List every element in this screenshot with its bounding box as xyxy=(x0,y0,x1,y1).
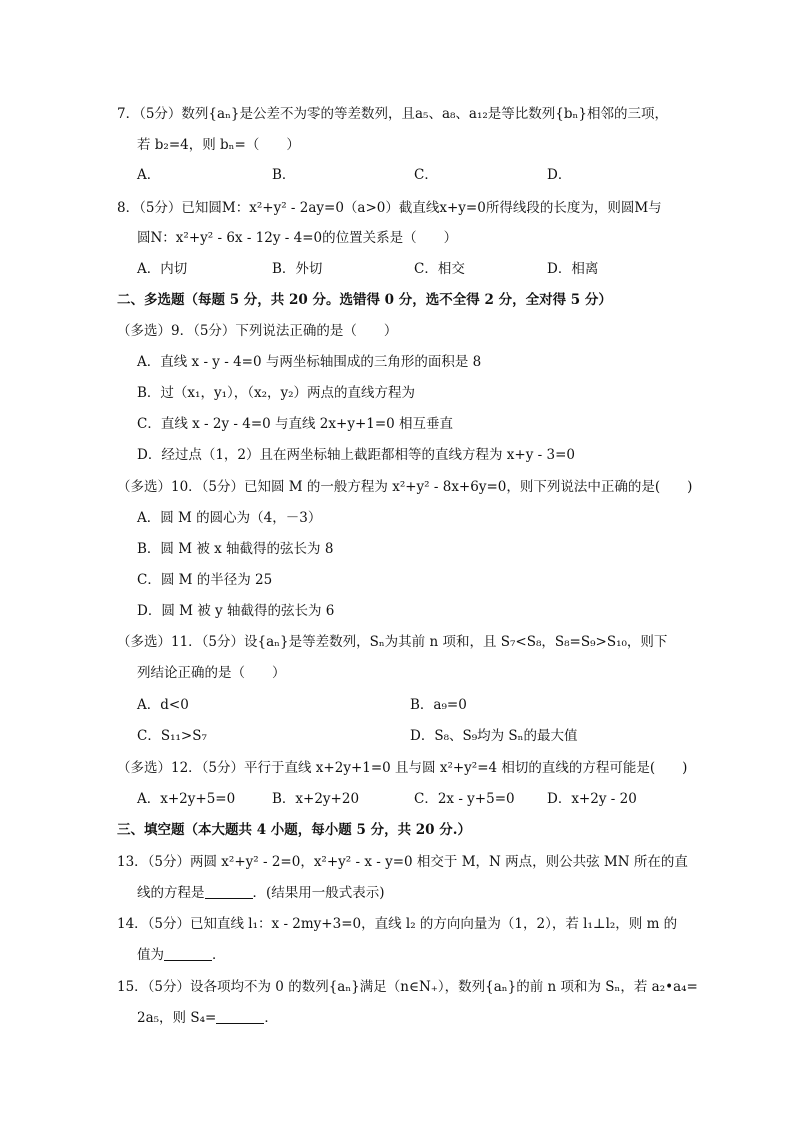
q15-answer-blank xyxy=(216,1009,264,1024)
q13-line2-before: 线的方程是 xyxy=(137,885,205,901)
q9-option-c: C．直线 x - 2y - 4=0 与直线 2x+y+1=0 相互垂直 xyxy=(137,416,454,432)
q8-line2: 圆N：x²+y² - 6x - 12y - 4=0的位置关系是（ ） xyxy=(137,230,458,246)
q9-option-a: A．直线 x - y - 4=0 与两坐标轴围成的三角形的面积是 8 xyxy=(137,354,482,370)
q8-option-c: C．相交 xyxy=(414,261,465,277)
q9-option-d: D．经过点（1，2）且在两坐标轴上截距都相等的直线方程为 x+y - 3=0 xyxy=(137,447,575,463)
q11-line2: 列结论正确的是（ ） xyxy=(137,665,286,681)
q12-option-d: D．x+2y - 20 xyxy=(547,791,637,807)
q7-option-a: A． xyxy=(137,167,161,183)
q11-option-d: D．S₈、S₉均为 Sₙ的最大值 xyxy=(410,728,578,744)
q8-option-b: B．外切 xyxy=(272,261,323,277)
q8-option-a: A．内切 xyxy=(137,261,188,277)
q12-option-c: C．2x - y+5=0 xyxy=(414,791,515,807)
q14-line2-before: 值为 xyxy=(137,947,164,963)
q11-option-b: B．a₉=0 xyxy=(410,697,467,713)
q7-line1: 7．（5分）数列{aₙ}是公差不为零的等差数列，且a₅、a₈、a₁₂是等比数列{bₙ}相邻的三项， xyxy=(117,106,668,122)
q7-line2: 若 b₂=4，则 bₙ=（ ） xyxy=(137,137,300,153)
section-2-heading: 二、多选题（每题 5 分，共 20 分。选错得 0 分，选不全得 2 分，全对得 5 分） xyxy=(117,292,612,308)
q15-line2-after: ． xyxy=(264,1010,278,1026)
q10-option-c: C．圆 M 的半径为 25 xyxy=(137,572,273,588)
q13-line2 xyxy=(137,883,385,903)
q7-option-d: D． xyxy=(547,167,572,183)
q12-option-a: A．x+2y+5=0 xyxy=(137,791,236,807)
q11-line1: （多选）11．（5分）设{aₙ}是等差数列，Sₙ为其前 n 项和，且 S₇<S₈，S₈=S₉>S₁₀，则下 xyxy=(117,634,668,650)
q8-line1: 8．（5分）已知圆M：x²+y² - 2ay=0（a>0）截直线x+y=0所得线段的长度为，则圆M与 xyxy=(117,200,662,216)
q14-line2 xyxy=(137,945,226,965)
q14-line1: 14．（5分）已知直线 l₁：x - 2my+3=0，直线 l₂ 的方向向量为（1，2），若 l₁⊥l₂，则 m 的 xyxy=(117,916,678,932)
q15-line1: 15．（5分）设各项均不为 0 的数列{aₙ}满足（n∈N₊），数列{aₙ}的前 n 项和为 Sₙ，若 a₂•a₄= xyxy=(117,979,698,995)
q12-stem: （多选）12．（5分）平行于直线 x+2y+1=0 且与圆 x²+y²=4 相切的直线的方程可能是( ) xyxy=(117,760,688,776)
q15-line2-before: 2a₅，则 S₄= xyxy=(137,1010,217,1026)
q10-stem: （多选）10．（5分）已知圆 M 的一般方程为 x²+y² - 8x+6y=0，则下列说法中正确的是( ) xyxy=(117,479,693,495)
q11-option-c: C．S₁₁>S₇ xyxy=(137,728,207,744)
q13-answer-blank xyxy=(205,884,253,899)
q12-option-b: B．x+2y+20 xyxy=(272,791,360,807)
q13-line1: 13．（5分）两圆 x²+y² - 2=0，x²+y² - x - y=0 相交于 M，N 两点，则公共弦 MN 所在的直 xyxy=(117,854,688,870)
q10-option-d: D．圆 M 被 y 轴截得的弦长为 6 xyxy=(137,603,335,619)
q13-line2-after: ．(结果用一般式表示) xyxy=(252,885,385,901)
q7-option-c: C． xyxy=(414,167,438,183)
q14-answer-blank xyxy=(164,946,212,961)
q9-stem: （多选）9．（5分）下列说法正确的是（ ） xyxy=(117,323,398,339)
q11-option-a: A．d<0 xyxy=(137,697,189,713)
q8-option-d: D．相离 xyxy=(547,261,599,277)
q10-option-b: B．圆 M 被 x 轴截得的弦长为 8 xyxy=(137,541,334,557)
q7-option-b: B． xyxy=(272,167,296,183)
section-3-heading: 三、填空题（本大题共 4 小题，每小题 5 分，共 20 分.） xyxy=(117,822,471,838)
q14-line2-after: ． xyxy=(212,947,226,963)
q10-option-a: A．圆 M 的圆心为（4，－3） xyxy=(137,510,322,526)
q15-line2 xyxy=(137,1008,278,1028)
q9-option-b: B．过（x₁，y₁），（x₂，y₂）两点的直线方程为 xyxy=(137,385,416,401)
